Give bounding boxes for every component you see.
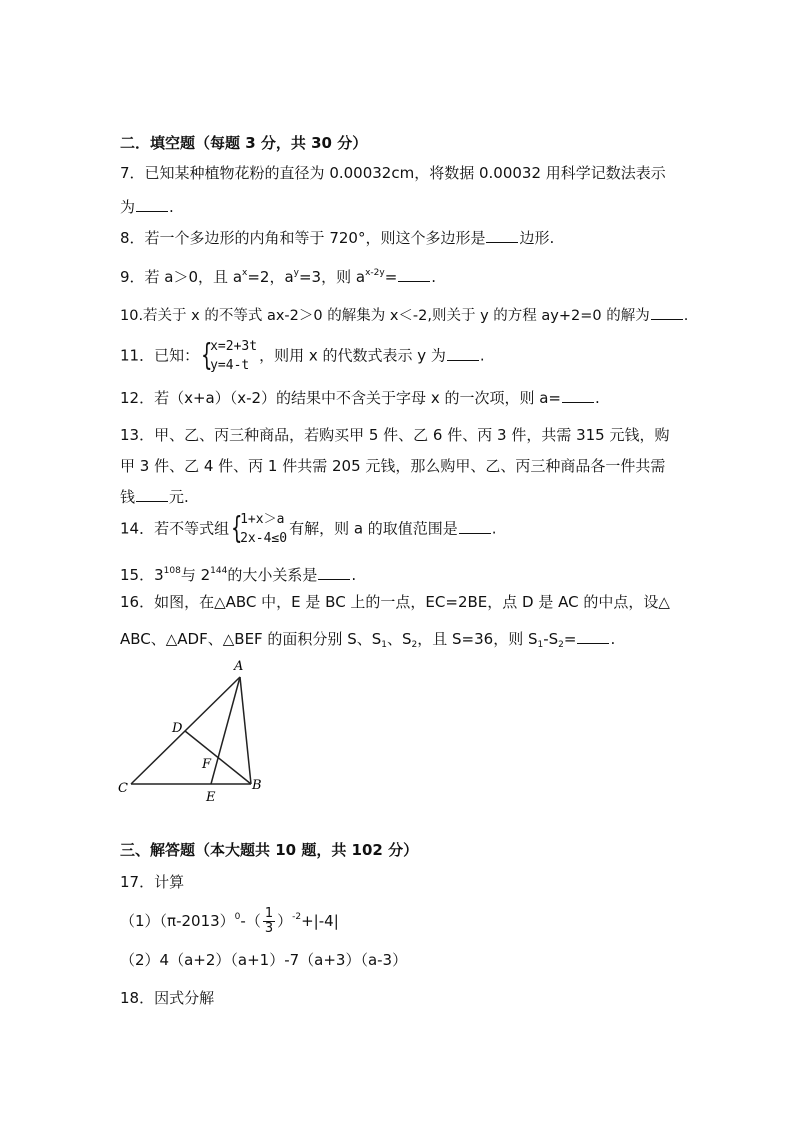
exponent: -2 xyxy=(292,912,302,922)
exponent: x xyxy=(242,268,248,278)
text: 9．若 a＞0，且 a xyxy=(120,268,243,286)
subscript: 1 xyxy=(381,640,387,650)
answer-blank[interactable] xyxy=(136,487,168,502)
text: = xyxy=(384,268,398,286)
inequality-row: 2x-4≤0 xyxy=(240,531,288,546)
text: =3，则 a xyxy=(298,268,366,286)
equation-row: y=4-t xyxy=(210,358,250,373)
exponent: 108 xyxy=(163,566,181,576)
text: 的大小关系是 xyxy=(227,566,318,584)
exponent: 0 xyxy=(234,912,241,922)
question-14 xyxy=(120,510,497,548)
question-16-line-1: 16．如图，在△ABC 中，E 是 BC 上的一点，EC=2BE，点 D 是 AC 的中点，设△ xyxy=(120,593,670,611)
text: 11．已知： xyxy=(120,346,200,365)
text: ABC、△ADF、△BEF 的面积分别 S、S xyxy=(120,630,382,648)
answer-blank[interactable] xyxy=(651,305,683,320)
text: 钱 xyxy=(120,488,136,506)
exponent: x-2y xyxy=(365,268,385,278)
question-15 xyxy=(120,561,356,585)
answer-blank[interactable] xyxy=(318,565,350,580)
text: . xyxy=(431,268,437,286)
answer-blank[interactable] xyxy=(577,629,609,644)
text: 15．3 xyxy=(120,566,164,584)
text: ，且 S=36，则 S xyxy=(417,630,538,648)
inequality-system xyxy=(231,510,287,548)
fraction xyxy=(263,907,275,936)
question-9 xyxy=(120,263,436,287)
equation-row: x=2+3t xyxy=(210,339,258,354)
question-18-title: 18．因式分解 xyxy=(120,989,215,1007)
exponent: 144 xyxy=(210,566,228,576)
vertex-label-a: A xyxy=(234,659,244,674)
vertex-label-d: D xyxy=(172,721,183,736)
text: 边形. xyxy=(519,229,555,247)
text: 元. xyxy=(169,488,189,506)
text: ，则用 x 的代数式表示 y 为 xyxy=(259,346,446,365)
text: 、S xyxy=(386,630,412,648)
vertex-label-b: B xyxy=(252,778,262,793)
text: 8．若一个多边形的内角和等于 720°，则这个多边形是 xyxy=(120,229,486,247)
answer-blank[interactable] xyxy=(136,197,168,212)
inequality-row: 1+x＞a xyxy=(240,512,285,527)
text: . xyxy=(351,566,357,584)
question-7-line-1: 7．已知某种植物花粉的直径为 0.00032cm，将数据 0.00032 用科学记数法表示 xyxy=(120,164,666,182)
section-two-heading: 二．填空题（每题 3 分，共 30 分） xyxy=(120,134,368,152)
text: 与 2 xyxy=(180,566,211,584)
question-11 xyxy=(120,337,485,375)
text: . xyxy=(491,519,497,538)
numerator: 1 xyxy=(264,906,274,921)
equation-system xyxy=(201,337,257,375)
brace: { xyxy=(201,338,213,373)
text: . xyxy=(595,389,600,407)
text: . xyxy=(479,346,485,365)
question-13-line-2: 甲 3 件、乙 4 件、丙 1 件共需 205 元钱，那么购甲、乙、丙三种商品各一件共需 xyxy=(120,457,666,475)
text: -（ xyxy=(240,912,261,930)
question-7-line-2 xyxy=(120,197,174,217)
segment-ab xyxy=(240,677,251,784)
subscript: 2 xyxy=(411,640,418,650)
answer-blank[interactable] xyxy=(398,267,430,282)
answer-blank[interactable] xyxy=(486,228,518,243)
text: . xyxy=(169,198,174,216)
answer-blank[interactable] xyxy=(447,346,479,361)
question-13-line-1: 13．甲、乙、丙三种商品，若购买甲 5 件、乙 6 件、丙 3 件，共需 315 元钱，购 xyxy=(120,426,670,444)
brace: { xyxy=(231,511,243,546)
text: 14．若不等式组 xyxy=(120,519,230,538)
question-12 xyxy=(120,388,600,408)
denominator: 3 xyxy=(264,921,274,936)
text: -S xyxy=(543,630,559,648)
point-label-e: E xyxy=(206,790,216,805)
question-17-part-1 xyxy=(120,907,339,936)
point-label-f: F xyxy=(202,757,212,772)
question-13-line-3 xyxy=(120,487,189,507)
answer-blank[interactable] xyxy=(459,519,491,534)
section-three-heading: 三、解答题（本大题共 10 题，共 102 分） xyxy=(120,841,419,859)
text: 10.若关于 x 的不等式 ax-2＞0 的解集为 x＜-2,则关于 y 的方程 ay+2=0 的解为 xyxy=(120,308,650,324)
text: . xyxy=(683,308,689,324)
question-16-line-2 xyxy=(120,629,615,655)
subscript: 2 xyxy=(558,640,564,650)
segment-db xyxy=(185,731,251,784)
text: ） xyxy=(277,912,293,930)
segment-ae xyxy=(211,677,240,784)
text: = xyxy=(563,630,577,648)
text: 为 xyxy=(120,198,136,216)
exponent: y xyxy=(293,268,299,278)
question-8 xyxy=(120,228,554,248)
text: =2，a xyxy=(247,268,294,286)
question-10 xyxy=(120,305,688,326)
text: . xyxy=(610,630,616,648)
triangle-figure xyxy=(110,655,280,805)
text: +|-4| xyxy=(301,912,339,930)
question-17-part-2: （2）4（a+2）（a+1）-7（a+3）（a-3） xyxy=(120,951,408,969)
text: 有解，则 a 的取值范围是 xyxy=(289,519,458,538)
subscript: 1 xyxy=(537,640,544,650)
text: 12．若（x+a）（x-2）的结果中不含关于字母 x 的一次项，则 a= xyxy=(120,389,562,407)
vertex-label-c: C xyxy=(118,781,128,796)
question-17-title: 17．计算 xyxy=(120,873,185,891)
text: （1）（π-2013） xyxy=(120,912,235,930)
answer-blank[interactable] xyxy=(562,388,594,403)
